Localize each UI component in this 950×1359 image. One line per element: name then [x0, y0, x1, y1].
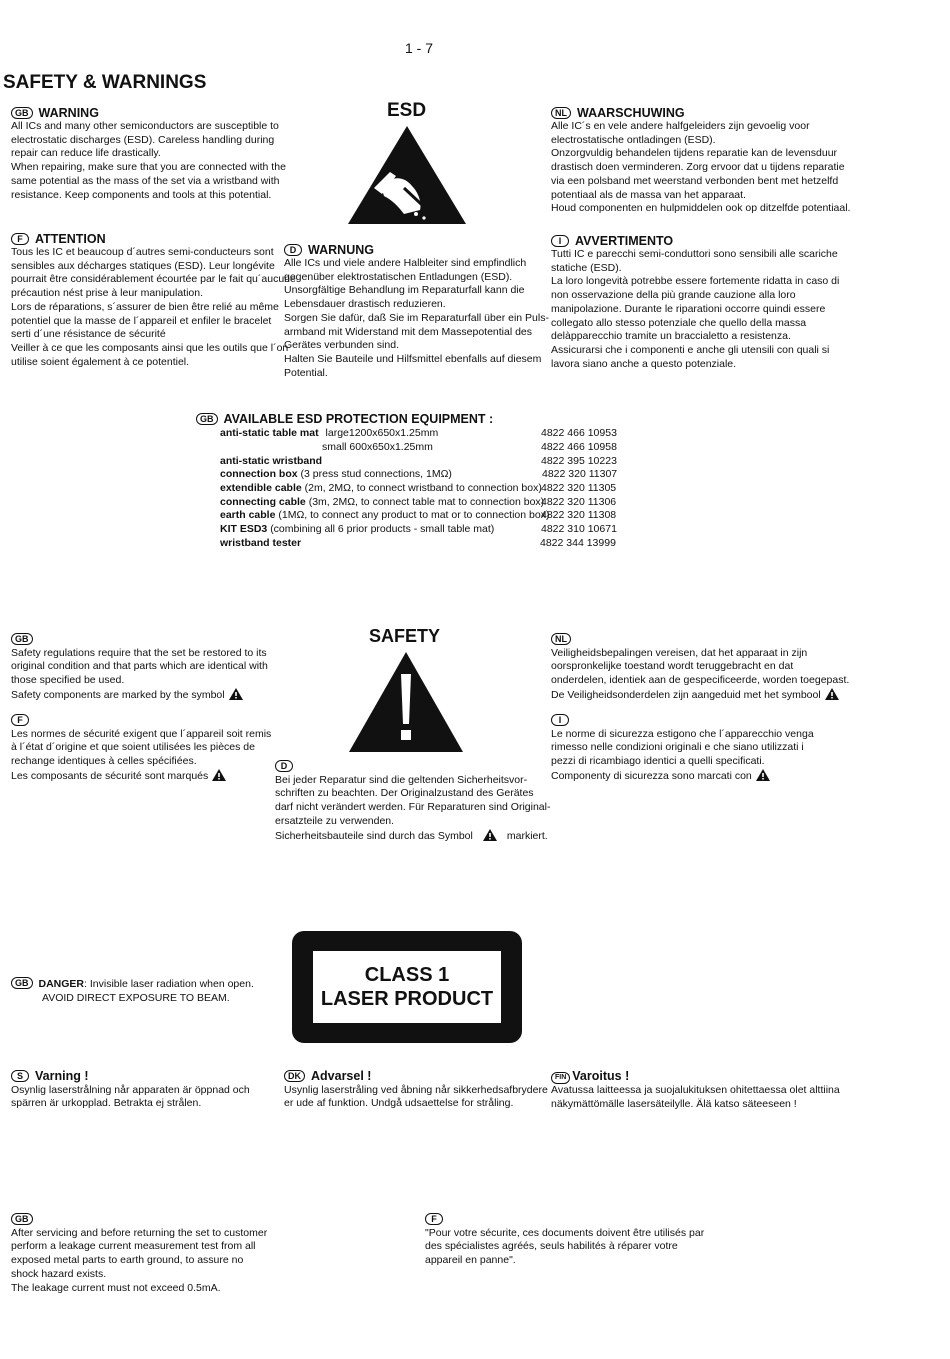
esd-f-text [11, 246, 296, 369]
safety-warning-icon [349, 652, 463, 752]
text-line: electrostatic discharges (ESD). Careless handling during [11, 133, 275, 146]
text-line: sensibles aux décharges statiques (ESD). Leur longévite [11, 259, 275, 272]
text-line: appareil en panne". [425, 1254, 516, 1267]
safety-symbol-icon [825, 688, 839, 700]
text-line: précaution nést prise à leur manipulation. [11, 287, 204, 300]
lang-badge-gb: GB [11, 1213, 33, 1225]
text-line: shock hazard exists. [11, 1267, 107, 1280]
safety-symbol-icon [483, 829, 497, 841]
text-line: resistance. Keep components and tools at this potential. [11, 188, 272, 201]
leakage-f-block [425, 1213, 725, 1268]
lang-badge-gb: GB [11, 977, 33, 989]
lang-badge-f: F [425, 1213, 443, 1225]
equipment-heading-text: AVAILABLE ESD PROTECTION EQUIPMENT : [223, 412, 494, 426]
equipment-code: 4822 320 11307 [542, 468, 618, 480]
text-line: Gerätes verbunden sind. [284, 339, 399, 352]
text-line: Componenty di sicurezza sono marcati con [551, 769, 752, 782]
table-row [220, 482, 542, 494]
text-line: Assicurarsi che i componenti e anche gli utensili con quali si [551, 343, 830, 356]
text-line: Tutti IC e parecchi semi-conduttori sono sensibili alle scariche [551, 248, 838, 260]
text-line: Lors de réparations, s´assurer de bien être relié au même [11, 300, 279, 313]
table-row [220, 468, 452, 480]
text-line: pezzi di ricambiago identici a quelli specificati. [551, 755, 765, 768]
text-line: non osservazione della più grande cauzione alla loro [551, 289, 796, 302]
text-line: After servicing and before returning the set to customer [11, 1226, 268, 1239]
equipment-code: 4822 395 10223 [541, 455, 617, 467]
safety-title: SAFETY [369, 626, 441, 646]
esd-warning-icon [346, 124, 468, 226]
safety-d-block [275, 760, 555, 843]
lang-badge-f: F [11, 233, 29, 245]
text-line: Tous les IC et beaucoup d´autres semi-conducteurs sont [11, 246, 274, 258]
table-row [220, 537, 301, 549]
text-line: The leakage current must not exceed 0.5mA. [11, 1281, 221, 1294]
text-line: Les normes de sécurité exigent que l´appareil soit remis [11, 727, 272, 740]
text-line: Onzorgvuldig behandelen tijdens reparatie kan de levensduur [551, 147, 838, 160]
text-line: potentiel que la masse de l´appareil et enfiler le bracelet [11, 314, 272, 327]
text-line: "Pour votre sécurite, ces documents doivent être utilisés par [425, 1226, 705, 1239]
text-line: ersatzteile zu verwenden. [275, 814, 395, 827]
text-line: Lebensdauer drastisch reduzieren. [284, 298, 446, 311]
lang-badge-f: F [11, 714, 29, 726]
equipment-code: 4822 320 11306 [541, 496, 617, 508]
safety-gb-block [11, 633, 281, 703]
page-title: SAFETY & WARNINGS [3, 72, 207, 93]
text-line: Safety regulations require that the set be restored to its [11, 646, 267, 659]
text-line: Osynlig laserstrålning når apparaten är öppnad och [11, 1083, 250, 1096]
lang-badge-gb: GB [196, 413, 218, 425]
lang-badge-dk: DK [284, 1070, 305, 1082]
text-line: Veiller à ce que les composants ainsi que les outils que l´on [11, 341, 289, 354]
text-line: Sicherheitsbauteile sind durch das Symbol [275, 829, 473, 842]
lang-badge-s: S [11, 1070, 29, 1082]
safety-f-block [11, 714, 281, 784]
table-row [220, 523, 494, 535]
laser-danger-block [11, 977, 281, 1005]
page-number: 1 - 7 [405, 40, 434, 56]
lang-badge-fin: FIN [551, 1072, 570, 1084]
esd-nl-text [551, 120, 851, 216]
danger-line-2: AVOID DIRECT EXPOSURE TO BEAM. [42, 991, 230, 1004]
text-line: Sorgen Sie dafür, daß Sie im Reparaturfall über ein Puls- [284, 311, 549, 324]
esd-title: ESD [387, 100, 427, 121]
text-line: those specified be used. [11, 674, 125, 687]
laser-dk-heading: Advarsel ! [311, 1069, 372, 1083]
esd-f-block [11, 232, 296, 369]
laser-fin-block [551, 1070, 851, 1111]
equipment-desc: (3 press stud connections, 1MΩ) [300, 468, 452, 480]
text-line: When repairing, make sure that you are connected with the [11, 161, 286, 174]
laser-label-line-2: LASER PRODUCT [320, 988, 494, 1010]
text-line: Alle IC´s en vele andere halfgeleiders zijn gevoelig voor [551, 120, 810, 132]
equipment-name: anti-static table mat [220, 427, 319, 439]
text-line: darf nicht verändert werden. Für Reparaturen sind Original- [275, 801, 551, 814]
table-row [220, 455, 322, 467]
esd-d-text [284, 257, 549, 380]
text-line: delàpparecchio tramite un braccialetto a resistenza. [551, 330, 791, 343]
text-line: lavora siano anche a questo potenziale. [551, 357, 737, 370]
text-line: same potential as the mass of the set via a wristband with [11, 174, 280, 187]
equipment-code: 4822 466 10958 [541, 441, 617, 453]
laser-dk-block [284, 1070, 549, 1111]
esd-gb-text [11, 120, 286, 202]
danger-text: : Invisible laser radiation when open. [84, 978, 254, 990]
text-line: Le norme di sicurezza estigono che l´apparecchio venga [551, 727, 814, 740]
laser-fin-heading: Varoitus ! [572, 1069, 630, 1083]
equipment-code: 4822 320 11305 [541, 482, 617, 494]
text-line: pourrait être considérablement écourtée par le fait qu´aucune [11, 273, 296, 286]
equipment-code: 4822 344 13999 [540, 537, 616, 549]
text-line: Les composants de sécurité sont marqués [11, 769, 209, 782]
text-line: repair can reduce life drastically. [11, 147, 161, 160]
text-line: electrostatische ontladingen (ESD). [551, 133, 716, 146]
leakage-gb-block [11, 1213, 311, 1295]
equipment-code: 4822 320 11308 [541, 509, 617, 521]
text-line: Veiligheidsbepalingen vereisen, dat het apparaat in zijn [551, 646, 808, 659]
text-line: Avatussa laitteessa ja suojalukituksen ohitettaessa olet alttiina [551, 1084, 840, 1096]
text-line: armband mit Widerstand mit dem Massepotential des [284, 325, 533, 338]
equipment-name: wristband tester [220, 537, 302, 549]
text-line: manipolazione. Durante le riparationi occorre quindi essere [551, 302, 826, 315]
laser-product-label [292, 931, 522, 1043]
esd-i-text [551, 248, 851, 371]
lang-badge-nl: NL [551, 107, 571, 119]
danger-label: DANGER [38, 978, 85, 990]
safety-symbol-icon [212, 769, 226, 781]
equipment-code: 4822 310 10671 [541, 523, 617, 535]
safety-symbol-icon [756, 769, 770, 781]
equipment-name: connecting cable [220, 496, 306, 508]
text-line: Safety components are marked by the symbol [11, 688, 225, 701]
text-line: Halten Sie Bauteile und Hilfsmittel ebenfalls auf diesem [284, 352, 542, 365]
equipment-name: KIT ESD3 [220, 523, 268, 535]
text-line: via een polsband met weerstand verbonden bent met hetzelfd [551, 174, 839, 187]
equipment-name: anti-static wristband [220, 455, 323, 467]
text-line: perform a leakage current measurement test from all [11, 1240, 256, 1253]
laser-s-heading: Varning ! [35, 1069, 89, 1083]
lang-badge-i: I [551, 235, 569, 247]
lang-badge-nl: NL [551, 633, 571, 645]
esd-d-block [284, 243, 549, 380]
equipment-name: earth cable [220, 509, 276, 521]
text-line: All ICs and many other semiconductors are susceptible to [11, 120, 279, 132]
text-line: Potential. [284, 366, 328, 379]
laser-s-block [11, 1070, 281, 1111]
lang-badge-gb: GB [11, 107, 33, 119]
text-line: oorspronkelijke toestand wordt teruggebracht en dat [551, 660, 794, 673]
safety-i-block [551, 714, 851, 784]
text-line: markiert. [506, 829, 548, 842]
equipment-code: 4822 466 10953 [541, 427, 617, 439]
esd-f-heading: ATTENTION [35, 232, 106, 246]
equipment-desc: (3m, 2MΩ, to connect table mat to connection box) [308, 496, 545, 508]
esd-i-heading: AVVERTIMENTO [575, 234, 674, 248]
text-line: drastisch doen verminderen. Zorg ervoor dat u tijdens reparatie [551, 161, 845, 174]
text-line: spärren är urkopplad. Betrakta ej strålen. [11, 1097, 202, 1110]
text-line: Houd componenten en hulpmiddelen ook op ditzelfde potentiaal. [551, 202, 851, 215]
equipment-desc: large1200x650x1.25mm [325, 427, 439, 439]
text-line: schriften zu beachten. Der Originalzustand des Gerätes [275, 787, 534, 800]
esd-gb-heading: WARNING [38, 106, 99, 120]
text-line: à l´état d´origine et que soient utilisées les pièces de [11, 741, 255, 754]
text-line: Unsorgfältige Behandlung im Reparaturfall kann die [284, 284, 525, 297]
esd-i-block [551, 234, 851, 371]
table-row [220, 427, 438, 439]
text-line: Alle ICs und viele andere Halbleiter sind empfindlich [284, 257, 527, 269]
text-line: rechange identiques à celles spécifiées. [11, 755, 197, 768]
text-line: serti d´une résistance de sécurité [11, 328, 166, 341]
text-line: La loro longevità potrebbe essere fortemente ridatta in caso di [551, 275, 840, 288]
esd-nl-heading: WAARSCHUWING [577, 106, 685, 120]
text-line: Usynlig laserstråling ved åbning når sikkerhedsafbrydere [284, 1083, 548, 1096]
equipment-desc: small 600x650x1.25mm [322, 441, 433, 453]
safety-symbol-icon [229, 688, 243, 700]
table-row [322, 441, 433, 453]
lang-badge-d: D [284, 244, 302, 256]
equipment-desc: (2m, 2MΩ, to connect wristband to connection box) [304, 482, 542, 494]
esd-d-heading: WARNUNG [308, 243, 374, 257]
lang-badge-gb: GB [11, 633, 33, 645]
text-line: Bei jeder Reparatur sind die geltenden Sicherheitsvor- [275, 773, 528, 786]
text-line: original condition and that parts which are identical with [11, 660, 268, 673]
safety-nl-block [551, 633, 851, 703]
esd-nl-block [551, 106, 851, 216]
laser-label-line-1: CLASS 1 [364, 964, 450, 986]
text-line: De Veiligheidsonderdelen zijn aangeduid met het symbool [551, 688, 821, 701]
text-line: gegenüber elektrostatischen Entladungen (ESD). [284, 270, 513, 283]
text-line: exposed metal parts to earth ground, to assure no [11, 1254, 244, 1267]
lang-badge-d: D [275, 760, 293, 772]
text-line: potentiaal als de massa van het apparaat. [551, 188, 746, 201]
equipment-name: extendible cable [220, 482, 302, 494]
equipment-name: connection box [220, 468, 298, 480]
table-row [220, 509, 549, 521]
text-line: er ude af funktion. Undgå udsaettelse for stråling. [284, 1097, 514, 1110]
equipment-heading [196, 412, 493, 426]
text-line: utilise soient également à ce potentiel. [11, 355, 190, 368]
equipment-desc: (combining all 6 prior products - small table mat) [270, 523, 495, 535]
text-line: rimesso nelle condizioni originali e che siano utilizzati i [551, 741, 804, 754]
table-row [220, 496, 544, 508]
equipment-desc: (1MΩ, to connect any product to mat or to connection box) [278, 509, 550, 521]
lang-badge-i: I [551, 714, 569, 726]
text-line: collegato allo stesso potenziale che quello della massa [551, 316, 807, 329]
text-line: onderdelen, identiek aan de gespecificeerde, worden toegepast. [551, 674, 850, 687]
text-line: näkymättömälle lasersäteilylle. Älä katso säteeseen ! [551, 1097, 797, 1110]
esd-gb-block [11, 106, 286, 202]
text-line: statiche (ESD). [551, 261, 622, 274]
text-line: des spécialistes agréés, seuls habilités à réparer votre [425, 1240, 678, 1253]
